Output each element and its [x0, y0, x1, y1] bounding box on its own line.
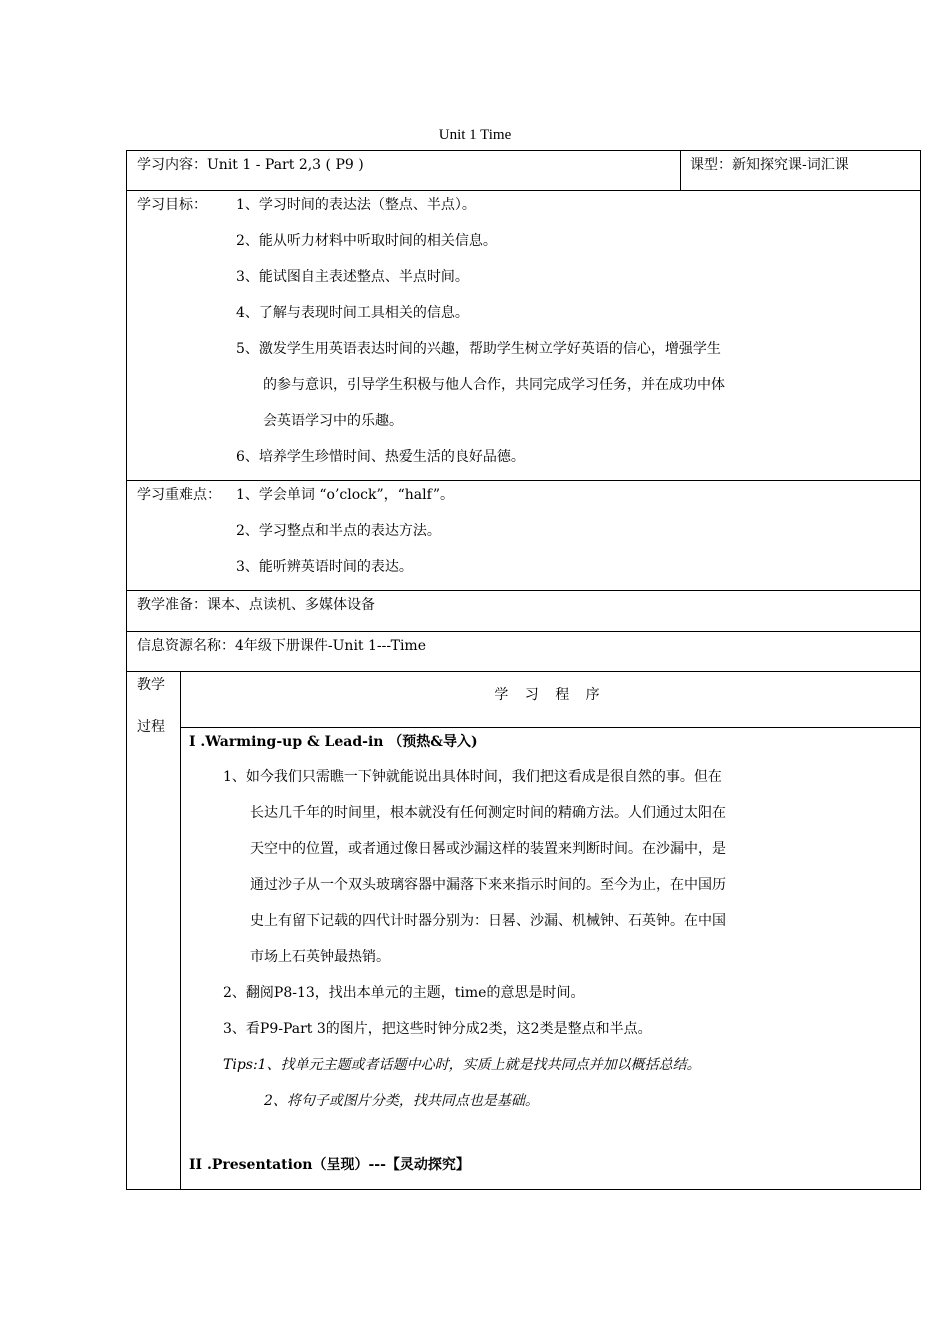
objective-item-continued: 会英语学习中的乐趣。: [263, 413, 403, 429]
section-warming-up-title: I .Warming-up & Lead-in （预热&导入): [189, 734, 478, 750]
warming-up-item-1: [223, 759, 726, 1119]
tips-line-2: 2、将句子或图片分类，找共同点也是基础。: [264, 1093, 539, 1109]
content-label: 学习内容：Unit 1 - Part 2,3 ( P9 ): [137, 157, 364, 173]
paragraph-line: 市场上石英钟最热销。: [250, 949, 390, 965]
process-label-line1: 教学: [137, 677, 165, 693]
section-presentation-title: II .Presentation（呈现）---【灵动探究】: [189, 1157, 470, 1173]
paragraph-line: 史上有留下记载的四代计时器分别为：日晷、沙漏、机械钟、石英钟。在中国: [250, 913, 726, 929]
objective-item: 4、了解与表现时间工具相关的信息。: [236, 305, 469, 321]
resources-text: 信息资源名称：4年级下册课件-Unit 1---Time: [137, 638, 426, 654]
tips-line-1: Tips:1、找单元主题或者话题中心时，实质上就是找共同点并加以概括总结。: [223, 1057, 701, 1073]
paragraph-line: 通过沙子从一个双头玻璃容器中漏落下来来指示时间的。至今为止，在中国历: [250, 877, 726, 893]
paragraph-line: 天空中的位置，或者通过像日晷或沙漏这样的装置来判断时间。在沙漏中，是: [250, 841, 726, 857]
warming-up-item-3: 3、看P9-Part 3的图片，把这些时钟分成2类，这2类是整点和半点。: [223, 1021, 652, 1037]
row-divider: [127, 590, 920, 591]
lesson-plan-table: [126, 150, 921, 1190]
key-points-label: 学习重难点：: [137, 487, 221, 503]
objective-item: 5、激发学生用英语表达时间的兴趣，帮助学生树立学好英语的信心，增强学生: [236, 341, 721, 357]
objective-item: 1、学习时间的表达法（整点、半点）。: [236, 197, 476, 213]
objective-item: 2、能从听力材料中听取时间的相关信息。: [236, 233, 497, 249]
col-divider: [680, 151, 681, 190]
lesson-type-label: 课型：新知探究课-词汇课: [690, 157, 849, 173]
paragraph-line: 1、如今我们只需瞧一下钟就能说出具体时间，我们把这看成是很自然的事。但在: [223, 769, 722, 785]
objective-item: 6、培养学生珍惜时间、热爱生活的良好品德。: [236, 449, 525, 465]
warming-up-item-2: 2、翻阅P8-13，找出本单元的主题，time的意思是时间。: [223, 985, 585, 1001]
row-divider: [127, 671, 920, 672]
row-divider: [127, 631, 920, 632]
preparation-text: 教学准备：课本、点读机、多媒体设备: [137, 597, 375, 613]
objectives-label: 学习目标：: [137, 197, 207, 213]
objective-item-continued: 的参与意识，引导学生积极与他人合作，共同完成学习任务，并在成功中体: [263, 377, 725, 393]
key-points-list: [236, 477, 454, 585]
objective-item: 3、能试图自主表述整点、半点时间。: [236, 269, 469, 285]
paragraph-line: 长达几千年的时间里，根本就没有任何测定时间的精确方法。人们通过太阳在: [250, 805, 726, 821]
process-header: 学 习 程 序: [494, 687, 606, 703]
key-point-item: 3、能听辨英语时间的表达。: [236, 559, 413, 575]
col-divider: [180, 671, 181, 1189]
objectives-list: [236, 187, 725, 475]
key-point-item: 2、学习整点和半点的表达方法。: [236, 523, 441, 539]
row-divider: [180, 727, 920, 728]
document-title: Unit 1 Time: [438, 127, 512, 143]
key-point-item: 1、学会单词 “o’clock”，“half”。: [236, 487, 454, 503]
process-label-line2: 过程: [137, 719, 165, 735]
